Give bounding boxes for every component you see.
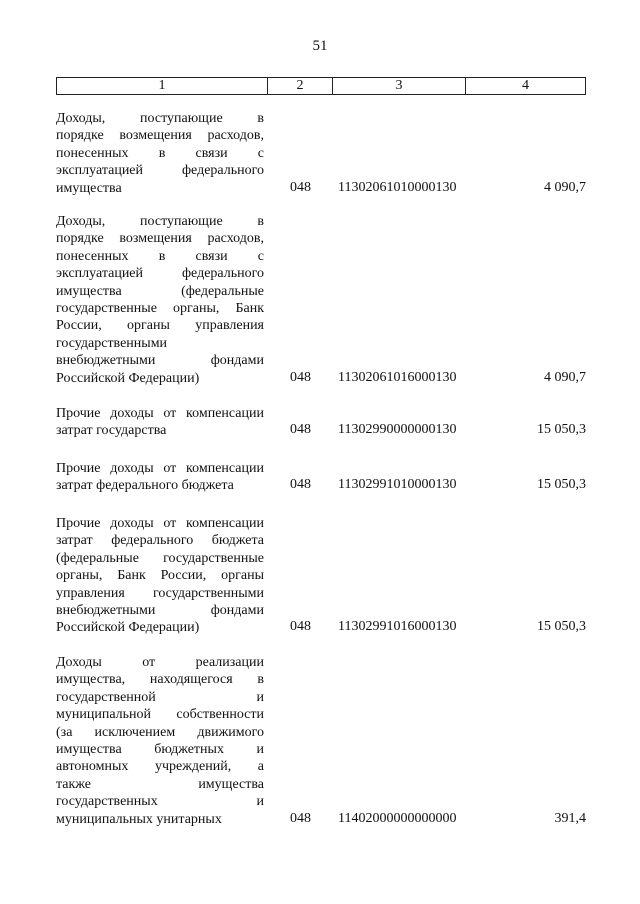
description-line: понесенных в связи с [56,145,264,161]
description-line: Доходы, поступающие в [56,111,264,126]
row-description [56,654,264,828]
classification-code: 11302991016000130 [338,619,457,635]
amount-value: 15 050,3 [537,422,586,438]
description-line: также имущества [56,776,264,792]
description-line: автономных учреждений, а [56,759,264,775]
row-description [56,213,264,387]
description-line: имущества, находящегося в [56,672,264,688]
description-line: затрат федерального бюджета [56,478,234,494]
row-description [56,405,264,440]
description-line: (за исключением движимого [56,724,264,740]
row-description [56,460,264,495]
header-col-3: 3 [333,78,466,94]
description-line: государственных и [56,794,264,810]
classification-code: 11302061016000130 [338,369,457,385]
description-line: муниципальной собственности [56,707,264,723]
amount-value: 4 090,7 [544,369,586,385]
description-line: имущества (федеральные [56,283,264,299]
admin-code: 048 [290,810,311,826]
description-line: эксплуатацией федерального [56,266,264,282]
description-line: Доходы, поступающие в [56,214,264,229]
description-line: имущества [56,180,122,196]
amount-value: 15 050,3 [537,477,586,493]
row-description [56,515,264,637]
admin-code: 048 [290,477,311,493]
description-line: внебюджетными фондами [56,603,264,619]
description-line: эксплуатацией федерального [56,163,264,179]
description-line: муниципальных унитарных [56,811,222,827]
table-header [56,77,586,95]
description-line: затрат федерального бюджета [56,533,264,549]
description-line: (федеральные государственные [56,550,264,566]
classification-code: 11302990000000130 [338,422,457,438]
header-col-2: 2 [268,78,333,94]
classification-code: 11402000000000000 [338,810,457,826]
page-number: 51 [312,38,328,54]
description-line: понесенных в связи с [56,248,264,264]
admin-code: 048 [290,369,311,385]
description-line: порядке возмещения расходов, [56,128,264,144]
description-line: Российской Федерации) [56,370,200,386]
classification-code: 11302061010000130 [338,179,457,195]
description-line: управления государственными [56,585,264,601]
classification-code: 11302991010000130 [338,477,457,493]
amount-value: 15 050,3 [537,619,586,635]
description-line: Прочие доходы от компенсации [56,406,264,421]
description-line: внебюджетными фондами [56,353,264,369]
description-line: государственной и [56,689,264,705]
admin-code: 048 [290,422,311,438]
admin-code: 048 [290,179,311,195]
amount-value: 4 090,7 [544,179,586,195]
description-line: государственные органы, Банк [56,301,264,317]
description-line: Российской Федерации) [56,620,200,636]
description-line: России, органы управления [56,318,264,334]
description-line: порядке возмещения расходов, [56,231,264,247]
description-line: Прочие доходы от компенсации [56,461,264,476]
description-line: государственными [56,335,168,351]
row-description [56,110,264,197]
description-line: органы, Банк России, органы [56,568,264,584]
description-line: Прочие доходы от компенсации [56,516,264,531]
description-line: затрат государства [56,423,167,439]
description-line: имущества бюджетных и [56,742,264,758]
header-col-1: 1 [57,78,268,94]
amount-value: 391,4 [554,810,586,826]
admin-code: 048 [290,619,311,635]
description-line: Доходы от реализации [56,655,264,670]
header-col-4: 4 [522,78,529,93]
